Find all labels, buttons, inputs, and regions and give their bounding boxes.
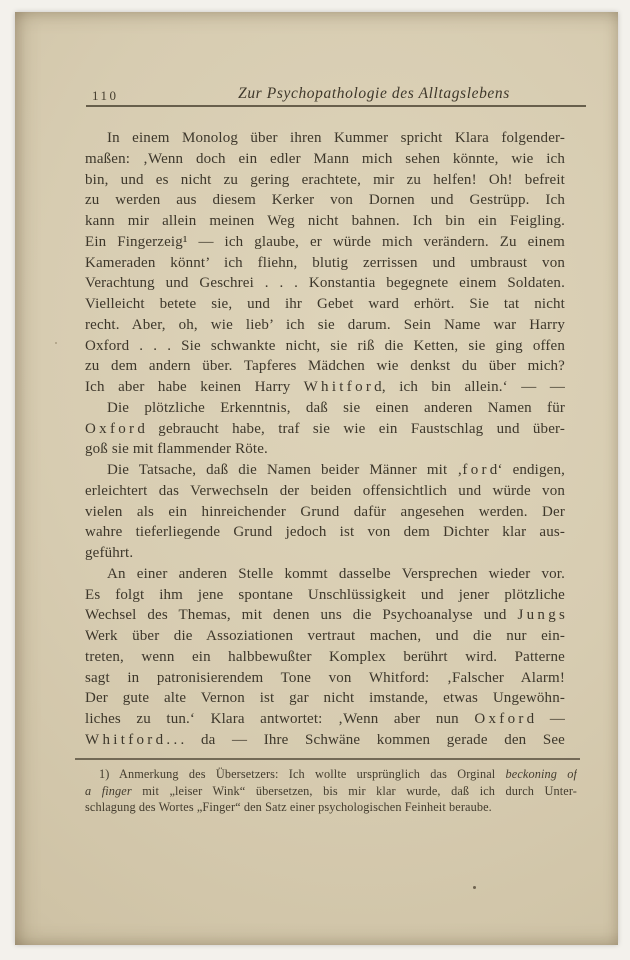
text-line: zu dem andern über. Tapferes Mädchen wie denkst du über mich? xyxy=(85,358,565,375)
text-line: liches zu tun.‘ Klara antwortet: ‚Wenn aber nun O x f o r d — xyxy=(85,711,565,727)
footnote-rule xyxy=(75,758,580,760)
text-line: vielen als ein hinreichender Grund dafür angesehen werden. Der xyxy=(85,503,565,520)
text-line: geführt. xyxy=(85,545,134,561)
text-line: treten, wenn ein halbbewußter Komplex berührt wird. Patterne xyxy=(85,648,565,665)
text-line: recht. Aber, oh, wie lieb’ ich sie darum. Sein Name war Harry xyxy=(85,316,565,333)
book-page xyxy=(15,12,618,945)
footnote-segment: mit „leiser Wink“ übersetzen, bis mir klar wurde, daß ich durch Unter- xyxy=(131,783,577,798)
scan-speck xyxy=(473,886,476,889)
text-line: zu werden aus diesem Kerker von Dornen und Gestrüpp. Ich xyxy=(85,192,565,209)
text-line: bin, und es nicht zu gering erachtete, mir zu helfen! Oh! befreit xyxy=(85,171,565,188)
footnote-line xyxy=(85,799,577,816)
text-line: In einem Monolog über ihren Kummer spricht Klara folgender- xyxy=(107,130,565,146)
header-rule xyxy=(86,105,586,107)
footnote-italic-segment: a finger xyxy=(85,783,132,798)
footnote-segment: schlagung des Wortes „Finger“ den Satz einer psychologischen Feinheit beraube. xyxy=(85,800,492,815)
text-line: Die Tatsache, daß die Namen beider Männer mit ‚f o r d‘ endigen, xyxy=(107,462,565,478)
text-line: Wechsel des Themas, mit denen uns die Psychoanalyse und J u n g s xyxy=(85,607,565,624)
text-line: goß sie mit flammender Röte. xyxy=(85,441,268,458)
running-header: Zur Psychopathologie des Alltagslebens xyxy=(238,85,510,102)
text-line: Vielleicht betete sie, und ihr Gebet ward erhört. Sie tat nicht xyxy=(85,296,565,312)
footnote-line xyxy=(85,783,577,800)
page-number: 110 xyxy=(92,88,119,103)
text-line: maßen: ‚Wenn doch ein edler Mann mich sehen könnte, wie ich xyxy=(85,150,565,167)
text-line: An einer anderen Stelle kommt dasselbe Versprechen wieder vor. xyxy=(107,565,565,582)
footnote xyxy=(85,766,577,816)
footnote-segment: 1) Anmerkung des Übersetzers: Ich wollte ursprünglich das Orginal xyxy=(99,767,506,781)
text-line: Ein Fingerzeig¹ — ich glaube, er würde mich verändern. Zu einem xyxy=(85,233,565,250)
text-line: Es folgt ihm jene spontane Unschlüssigkeit und jener plötzliche xyxy=(85,586,565,603)
text-line: W h i t f o r d . . . da — Ihre Schwäne kommen gerade den See xyxy=(85,731,565,748)
footnote-italic-segment: beckoning of xyxy=(505,767,577,781)
text-line: erleichtert das Verwechseln der beiden offensichtlich und würde von xyxy=(85,482,565,499)
text-line: wahre tieferliegende Grund jedoch ist von dem Dichter klar aus- xyxy=(85,524,565,541)
text-line: Der gute alte Vernon ist gar nicht imstande, etwas Ungewöhn- xyxy=(85,690,565,707)
text-line: kann mir allein meinen Weg nicht bahnen. Ich bin ein Feigling. xyxy=(85,213,565,229)
text-line: Ich aber habe keinen Harry W h i t f o r d, ich bin allein.‘ — — xyxy=(85,379,565,395)
text-line: Kameraden könnt’ ich fliehn, blutig zerrissen und umbraust von xyxy=(85,254,565,271)
text-line: sagt in patronisierendem Tone von Whitford: ‚Falscher Alarm! xyxy=(85,669,565,686)
text-line: Verachtung und Geschrei . . . Konstantia begegnete einem Soldaten. xyxy=(85,275,565,292)
footnote-line xyxy=(85,766,577,783)
body-text xyxy=(85,128,565,751)
text-line: O x f o r d gebraucht habe, traf sie wie ein Faustschlag und über- xyxy=(85,420,565,437)
scan-speck-small xyxy=(55,342,57,344)
text-line: Oxford . . . Sie schwankte nicht, sie riß die Ketten, sie ging offen xyxy=(85,337,565,354)
text-line: Werk über die Assoziationen vertraut machen, und die nur ein- xyxy=(85,628,565,644)
text-line: Die plötzliche Erkenntnis, daß sie einen anderen Namen für xyxy=(107,399,565,416)
